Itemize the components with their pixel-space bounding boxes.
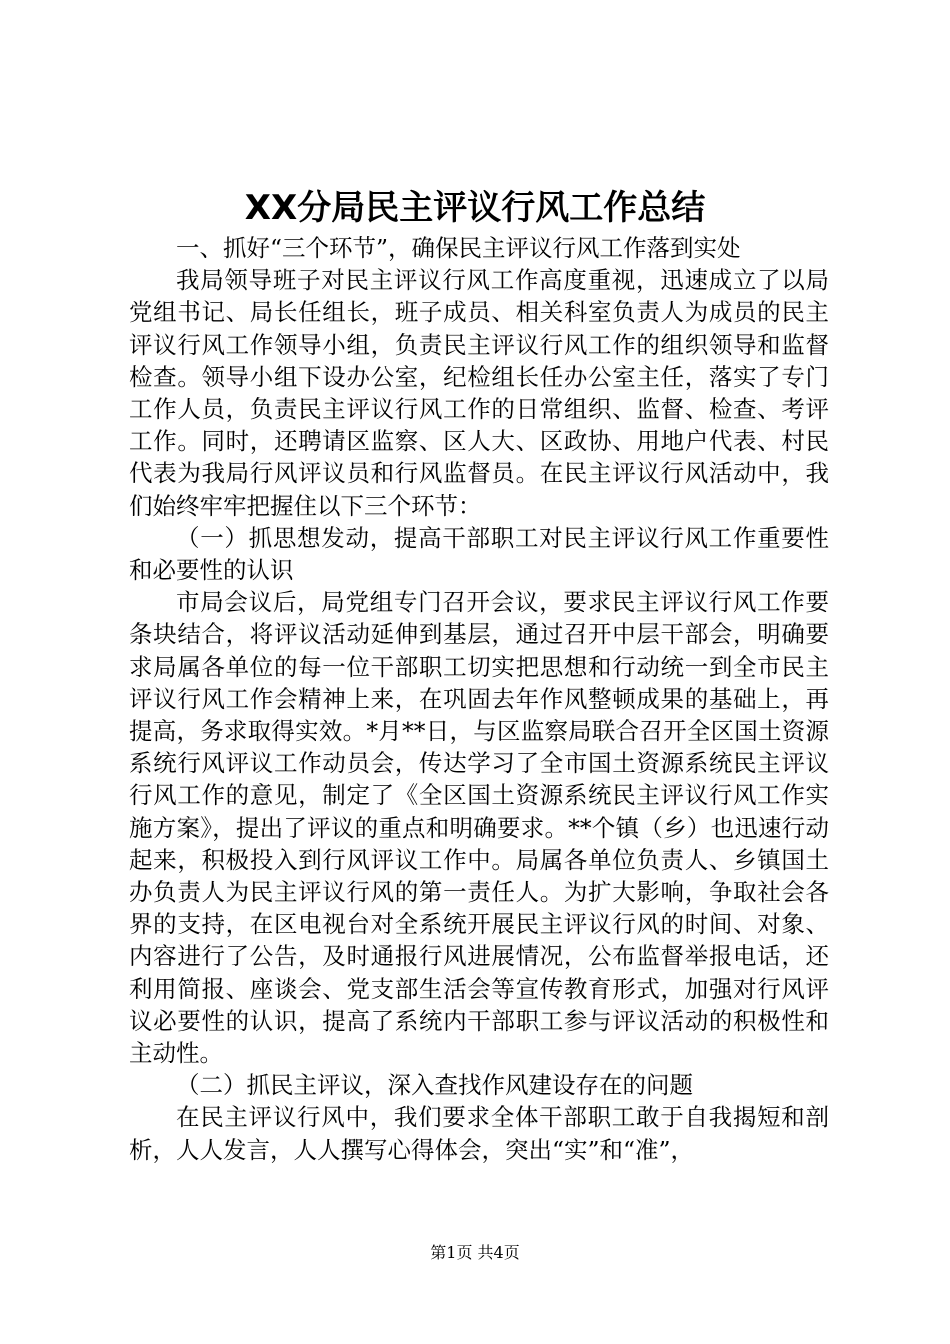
page-footer: 第1页 共4页	[430, 1243, 520, 1262]
paragraph-3: 在民主评议行风中，我们要求全体干部职工敢于自我揭短和剖析，人人发言，人人撰写心得体会，突出“实”和“准”，	[129, 1103, 829, 1164]
paragraph-2: 市局会议后，局党组专门召开会议，要求民主评议行风工作要条块结合，将评议活动延伸到基层，通过召开中层干部会，明确要求局属各单位的每一位干部职工切实把思想和行动统一到全市民主评议行风工作会精神上来，在巩固去年作风整顿成果的基础上，再提高，务求取得实效。*月**日，与区监察局联合召开全区国土资源系统行风评议工作动员会，传达学习了全市国土资源系统民主评议行风工作的意见，制定了《全区国土资源系统民主评议行风工作实施方案》，提出了评议的重点和明确要求。**个镇（乡）也迅速行动起来，积极投入到行风评议工作中。局属各单位负责人、乡镇国土办负责人为民主评议行风的第一责任人。为扩大影响，争取社会各界的支持，在区电视台对全系统开展民主评议行风的时间、对象、内容进行了公告，及时通报行风进展情况，公布监督举报电话，还利用简报、座谈会、党支部生活会等宣传教育形式，加强对行风评议必要性的认识，提高了系统内干部职工参与评议活动的积极性和主动性。	[129, 588, 829, 1068]
paragraph-1: 我局领导班子对民主评议行风工作高度重视，迅速成立了以局党组书记、局长任组长，班子成员、相关科室负责人为成员的民主评议行风工作领导小组，负责民主评议行风工作的组织领导和监督检查。领导小组下设办公室，纪检组长任办公室主任，落实了专门工作人员，负责民主评议行风工作的日常组织、监督、检查、考评工作。同时，还聘请区监察、区人大、区政协、用地户代表、村民代表为我局行风评议员和行风监督员。在民主评议行风活动中，我们始终牢牢把握住以下三个环节：	[129, 266, 829, 520]
section-heading-1: 一、抓好“三个环节”，确保民主评议行风工作落到实处	[176, 234, 741, 262]
subheading-1: （一）抓思想发动，提高干部职工对民主评议行风工作重要性和必要性的认识	[129, 523, 829, 585]
subheading-2: （二）抓民主评议，深入查找作风建设存在的问题	[176, 1071, 693, 1100]
document-body	[129, 232, 829, 1166]
document-title: XX分局民主评议行风工作总结	[244, 188, 706, 228]
